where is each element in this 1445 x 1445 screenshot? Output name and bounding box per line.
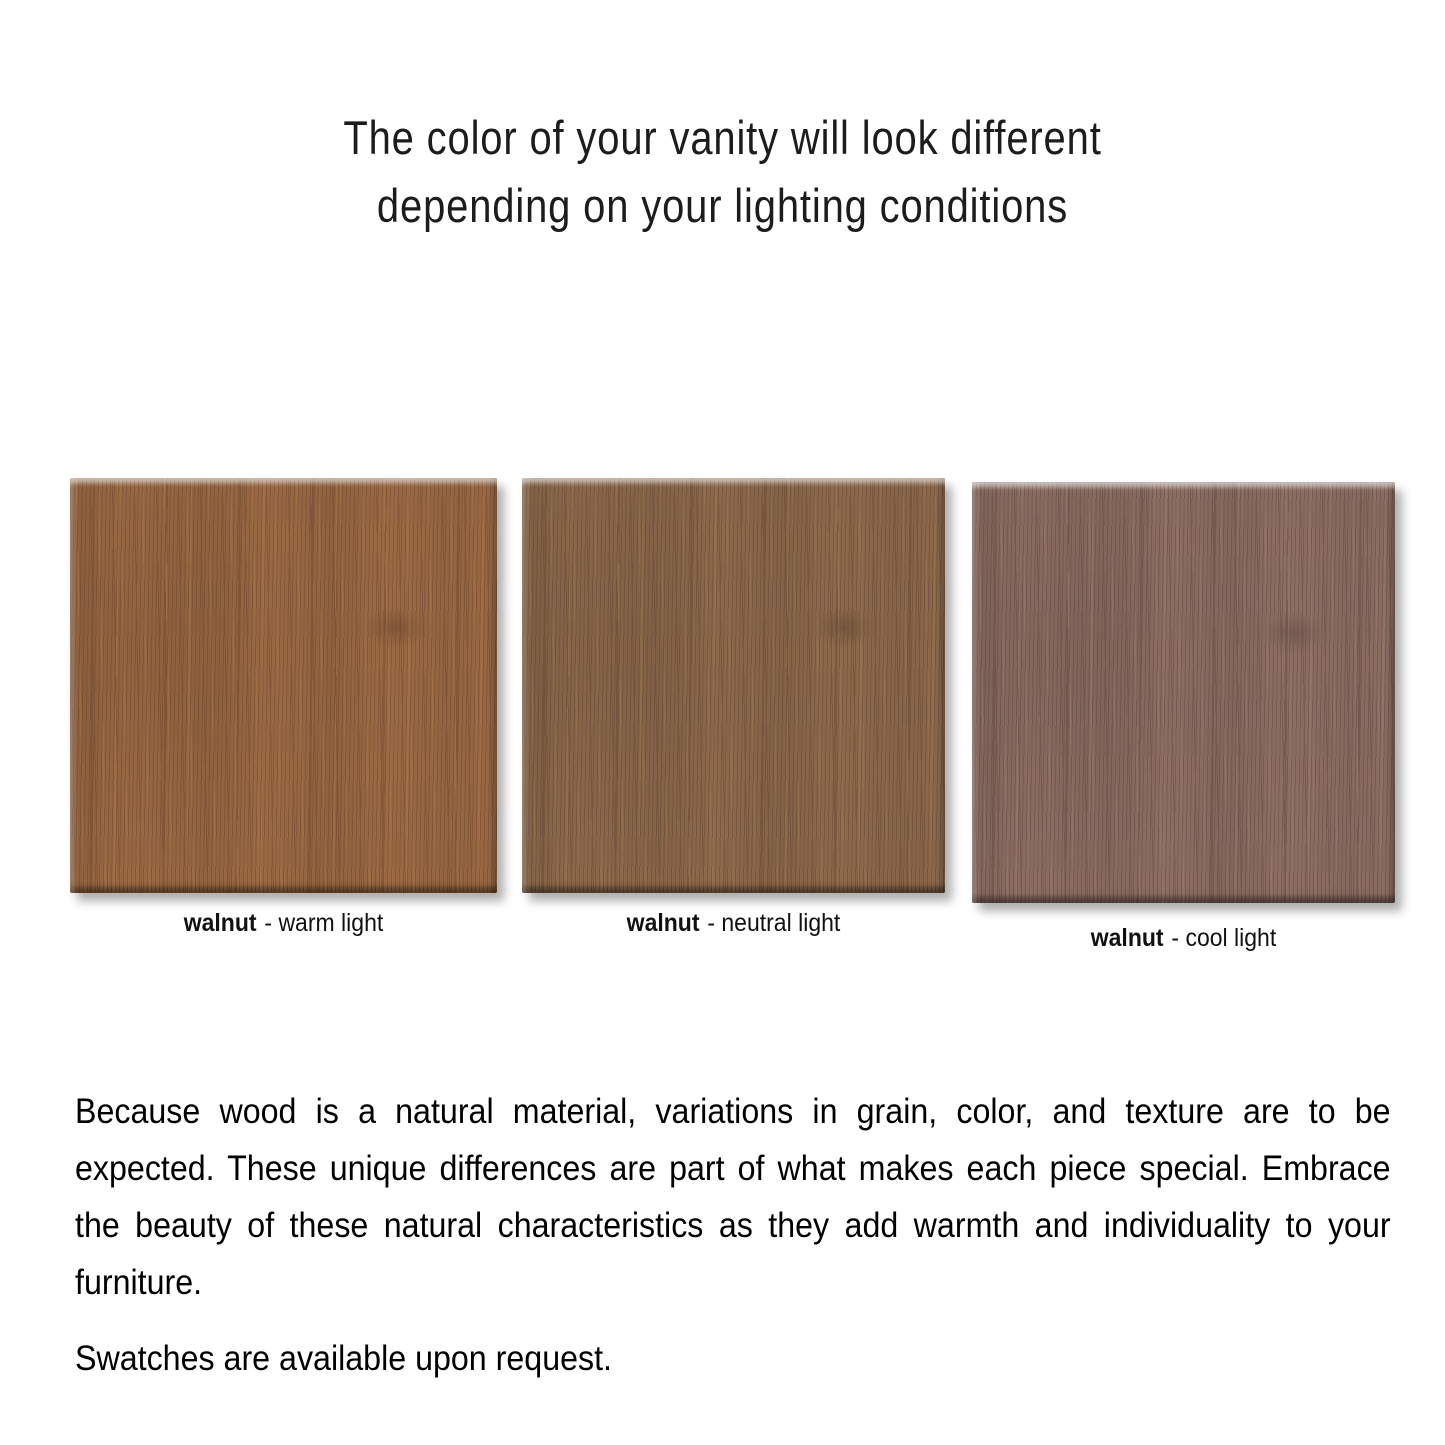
swatch-label-warm xyxy=(87,907,480,939)
swatch-wood-name: walnut xyxy=(183,909,257,937)
swatch-figure-warm xyxy=(70,478,497,939)
swatch-label-neutral xyxy=(539,907,928,939)
swatch-lighting-descriptor: - cool light xyxy=(1171,924,1277,952)
body-paragraph: Because wood is a natural material, variations in grain, color, and texture are to be expected. These unique differences are part of what makes each piece special. Embrace the beauty of these natural characteristics as they add warmth and individuality to your furniture. xyxy=(75,1092,1391,1302)
walnut-cool-light-swatch-image xyxy=(972,482,1395,903)
walnut-neutral-light-swatch-image xyxy=(522,478,945,893)
swatch-figure-cool xyxy=(972,482,1395,954)
swatches-note: Swatches are available upon request. xyxy=(75,1339,613,1378)
swatch-wood-name: walnut xyxy=(1090,924,1164,952)
swatch-lighting-descriptor: - neutral light xyxy=(707,909,841,937)
swatch-figure-neutral xyxy=(522,478,945,939)
page-title xyxy=(108,104,1336,240)
page-title-line2: depending on your lighting conditions xyxy=(376,179,1069,232)
swatch-label-cool xyxy=(989,922,1378,954)
walnut-warm-light-swatch-image xyxy=(70,478,497,893)
swatch-wood-name: walnut xyxy=(626,909,700,937)
swatch-lighting-descriptor: - warm light xyxy=(264,909,384,937)
page-title-line1: The color of your vanity will look different xyxy=(343,111,1102,164)
